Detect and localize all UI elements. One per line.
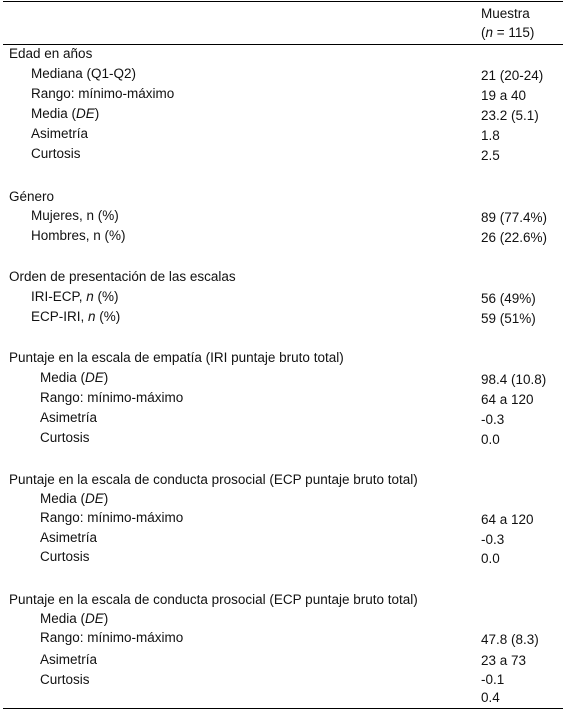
row-label: Rango: mínimo-máximo — [40, 390, 184, 405]
row-label: ECP-IRI, n (%) — [31, 309, 121, 324]
section-title-empathy: Puntaje en la escala de empatía (IRI puntaje bruto total) — [9, 350, 344, 365]
section-title-prosocial: Puntaje en la escala de conducta prosocial (ECP puntaje bruto total) — [9, 592, 418, 607]
row-label: Asimetría — [40, 530, 98, 545]
row-label: Rango: mínimo-máximo — [40, 510, 184, 525]
row-value: -0.3 — [481, 412, 505, 427]
row-label: Media (DE) — [40, 491, 109, 506]
row-value: 26 (22.6%) — [481, 230, 548, 245]
row-label: Mediana (Q1-Q2) — [31, 66, 137, 81]
top-rule — [3, 1, 563, 2]
section-title-order: Orden de presentación de las escalas — [9, 269, 236, 284]
row-label: Asimetría — [40, 652, 98, 667]
row-label: Media (DE) — [31, 106, 100, 121]
row-value: -0.1 — [481, 672, 505, 687]
row-label: Curtosis — [40, 549, 90, 564]
row-value: 64 a 120 — [481, 392, 534, 407]
section-title-age: Edad en años — [9, 46, 93, 61]
row-label: Rango: mínimo-máximo — [40, 630, 184, 645]
row-label: Hombres, n (%) — [31, 228, 126, 243]
row-value: 98.4 (10.8) — [481, 372, 547, 387]
row-value: 0.0 — [481, 551, 500, 566]
row-value: 59 (51%) — [481, 311, 536, 326]
row-value: 0.4 — [481, 690, 500, 705]
column-header: Muestra — [481, 6, 530, 21]
section-title-prosocial: Puntaje en la escala de conducta prosocial (ECP puntaje bruto total) — [9, 472, 418, 487]
row-label: IRI-ECP, n (%) — [31, 289, 119, 304]
row-value: 89 (77.4%) — [481, 210, 548, 225]
row-value: 47.8 (8.3) — [481, 632, 539, 647]
row-value: 64 a 120 — [481, 512, 534, 527]
row-label: Asimetría — [31, 126, 89, 141]
row-value: 0.0 — [481, 432, 500, 447]
row-label: Rango: mínimo-máximo — [31, 86, 175, 101]
row-value: 21 (20-24) — [481, 68, 544, 83]
row-value: 23.2 (5.1) — [481, 108, 539, 123]
row-value: 23 a 73 — [481, 653, 527, 668]
row-value: 56 (49%) — [481, 291, 536, 306]
row-label: Curtosis — [31, 146, 81, 161]
row-value: 2.5 — [481, 148, 500, 163]
row-value: 19 a 40 — [481, 88, 527, 103]
row-value: -0.3 — [481, 532, 505, 547]
row-label: Media (DE) — [40, 611, 109, 626]
row-label: Mujeres, n (%) — [31, 208, 119, 223]
row-label: Curtosis — [40, 672, 90, 687]
row-value: 1.8 — [481, 128, 500, 143]
section-title-gender: Género — [9, 189, 55, 204]
column-header-n: (n = 115) — [481, 25, 535, 40]
row-label: Curtosis — [40, 430, 90, 445]
header-rule — [3, 44, 563, 45]
bottom-rule — [3, 708, 563, 709]
row-label: Asimetría — [40, 410, 98, 425]
row-label: Media (DE) — [40, 370, 109, 385]
